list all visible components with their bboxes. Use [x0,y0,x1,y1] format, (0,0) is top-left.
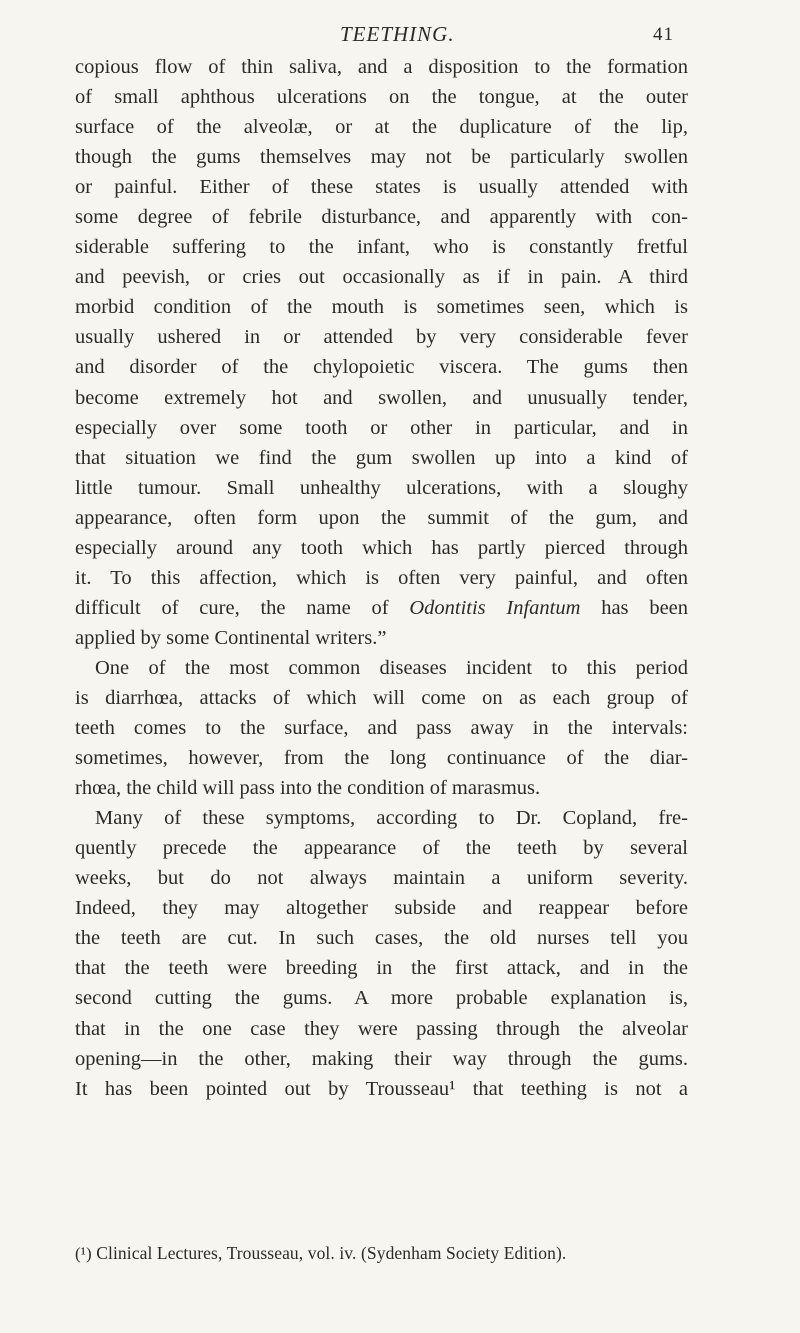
text-line: weeks, but do not always maintain a uniform severity. [75,867,688,890]
text-line: applied by some Continental writers.” [75,626,387,649]
text-line: some degree of febrile disturbance, and apparently with con- [75,206,688,229]
text-line: quently precede the appearance of the teeth by several [75,837,688,860]
footnote-marker: (¹) [75,1244,92,1263]
text-segment: that teething is not a [455,1077,688,1100]
text-line: appearance, often form upon the summit of the gum, and [75,506,688,529]
italic-term: Odontitis Infantum [409,596,581,619]
page-number: 41 [653,24,674,45]
text-line: or painful. Either of these states is usually attended with [75,176,688,199]
text-line-with-footnote-ref [75,1074,688,1104]
text-line: and disorder of the chylopoietic viscera. The gums then [75,356,688,379]
body-text [75,52,688,1104]
text-segment: It has been pointed out by Trousseau [75,1077,450,1100]
text-line: Indeed, they may altogether subside and reappear before [75,897,688,920]
text-line: second cutting the gums. A more probable explanation is, [75,987,688,1010]
text-segment: difficult of cure, the name of [75,596,410,619]
text-line: become extremely hot and swollen, and unusually tender, [75,386,688,409]
footnote-text: Clinical Lectures, Trousseau, vol. iv. (Sydenham Society Edition). [96,1243,567,1263]
running-head [0,18,800,48]
footnote [75,1241,688,1266]
text-line: siderable suffering to the infant, who is constantly fretful [75,236,688,259]
text-line: the teeth are cut. In such cases, the old nurses tell you [75,927,688,950]
text-line: surface of the alveolæ, or at the duplicature of the lip, [75,116,688,139]
text-line: that in the one case they were passing through the alveolar [75,1017,688,1040]
text-line: and peevish, or cries out occasionally as if in pain. A third [75,266,688,289]
text-line: rhœa, the child will pass into the condition of marasmus. [75,777,541,800]
text-line: usually ushered in or attended by very considerable fever [75,326,688,349]
text-segment: has been [580,596,689,619]
text-line: Many of these symptoms, according to Dr. Copland, fre- [95,807,688,830]
text-line: it. To this affection, which is often very painful, and often [75,566,688,589]
text-line: that the teeth were breeding in the first attack, and in the [75,957,688,980]
text-line: especially around any tooth which has partly pierced through [75,536,688,559]
footnote-reference[interactable]: ¹ [449,1077,456,1100]
text-line: One of the most common diseases incident to this period [95,656,688,679]
text-line: copious flow of thin saliva, and a disposition to the formation [75,56,688,78]
text-line: of small aphthous ulcerations on the tongue, at the outer [75,86,688,109]
text-line: teeth comes to the surface, and pass away in the intervals: [75,717,688,740]
text-line: opening—in the other, making their way through the gums. [75,1047,688,1070]
text-line: is diarrhœa, attacks of which will come on as each group of [75,686,688,709]
text-line: morbid condition of the mouth is sometimes seen, which is [75,296,688,319]
text-line: little tumour. Small unhealthy ulcerations, with a sloughy [75,476,688,499]
text-line: though the gums themselves may not be particularly swollen [75,146,688,169]
text-line-with-italic [75,593,688,623]
text-line: especially over some tooth or other in particular, and in [75,416,688,439]
text-line: that situation we find the gum swollen up into a kind of [75,446,688,469]
running-title: TEETHING. [340,22,455,46]
text-line: sometimes, however, from the long continuance of the diar- [75,747,688,770]
